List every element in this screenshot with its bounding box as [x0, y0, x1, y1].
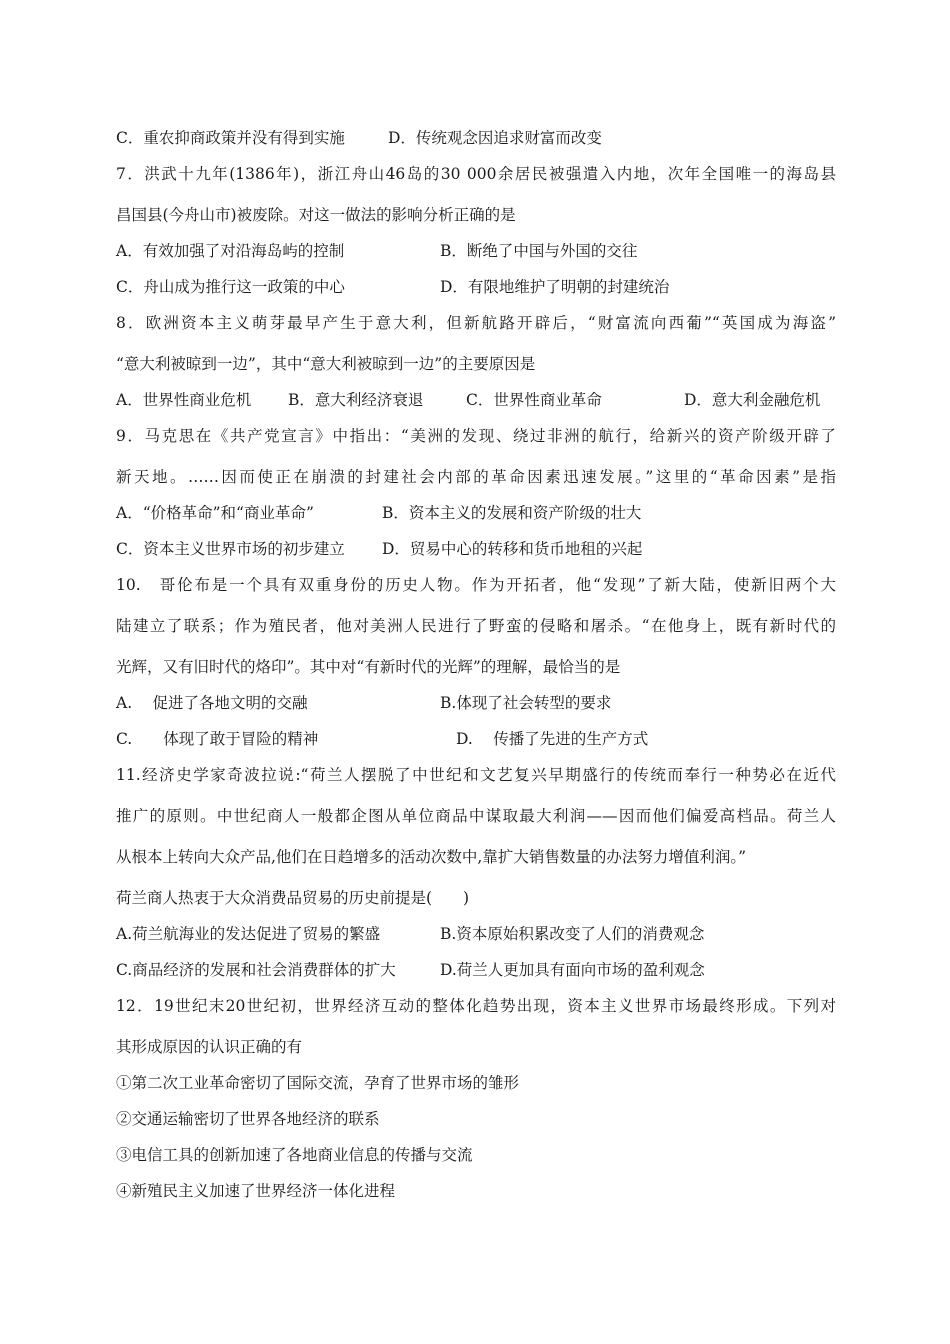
q12-item-2: ②交通运输密切了世界各地经济的联系 — [116, 1110, 380, 1128]
q8-option-b: B．意大利经济衰退 — [288, 391, 424, 409]
q8-option-a: A．世界性商业危机 — [116, 391, 252, 409]
q11-stem-line-3: 从根本上转向大众产品,他们在日趋增多的活动次数中,靠扩大销售数量的办法努力增值利润。” — [116, 848, 747, 866]
q10-stem-line-3: 光辉，又有旧时代的烙印”。其中对“有新时代的光辉”的理解，最恰当的是 — [116, 658, 621, 676]
q9-option-d: D．贸易中心的转移和货币地租的兴起 — [382, 540, 643, 558]
q10-option-d: D. 传播了先进的生产方式 — [456, 730, 649, 748]
q12-item-3: ③电信工具的创新加速了各地商业信息的传播与交流 — [116, 1146, 473, 1164]
q11-option-a: A.荷兰航海业的发达促进了贸易的繁盛 — [116, 925, 381, 943]
q9-option-a: A．“价格革命”和“商业革命” — [116, 504, 314, 522]
q11-stem-line-1: 11.经济史学家奇波拉说:“荷兰人摆脱了中世纪和文艺复兴早期盛行的传统而奉行一种势必在近代 — [116, 766, 836, 784]
q8-stem-line-2: “意大利被晾到一边”，其中“意大利被晾到一边”的主要原因是 — [116, 355, 536, 373]
q12-stem-line-2: 其形成原因的认识正确的有 — [116, 1038, 303, 1056]
q10-option-c: C. 体现了敢于冒险的精神 — [116, 730, 319, 748]
q9-stem-line-1: 9．马克思在《共产党宣言》中指出：“美洲的发现、绕过非洲的航行，给新兴的资产阶级开辟了 — [116, 427, 836, 445]
q8-option-c: C．世界性商业革命 — [466, 391, 602, 409]
q10-option-b: B.体现了社会转型的要求 — [440, 694, 612, 712]
q8-option-d: D．意大利金融危机 — [684, 391, 821, 409]
q7-option-c: C．舟山成为推行这一政策的中心 — [116, 278, 345, 296]
q9-option-c: C．资本主义世界市场的初步建立 — [116, 540, 345, 558]
q12-item-4: ④新殖民主义加速了世界经济一体化进程 — [116, 1182, 396, 1200]
q7-stem-line-1: 7．洪武十九年(1386年)，浙江舟山46岛的30 000余居民被强遣入内地，次年全国唯一的海岛县 — [116, 165, 836, 183]
q7-option-d: D．有限地维护了明朝的封建统治 — [440, 278, 670, 296]
q11-option-c: C.商品经济的发展和社会消费群体的扩大 — [116, 961, 396, 979]
q8-stem-line-1: 8．欧洲资本主义萌芽最早产生于意大利，但新航路开辟后，“财富流向西葡”“英国成为海盗” — [116, 314, 836, 332]
q9-stem-line-2: 新天地。……因而使正在崩溃的封建社会内部的革命因素迅速发展。”这里的“革命因素”是指 — [116, 468, 836, 486]
q9-option-b: B．资本主义的发展和资产阶级的壮大 — [382, 504, 642, 522]
q11-option-d: D.荷兰人更加具有面向市场的盈利观念 — [440, 961, 705, 979]
q7-option-b: B．断绝了中国与外国的交往 — [440, 242, 638, 260]
q6-option-d: D．传统观念因追求财富而改变 — [388, 129, 602, 147]
q11-stem-line-2: 推广的原则。中世纪商人一般都企图从单位商品中谋取最大利润——因而他们偏爱高档品。荷兰人 — [116, 807, 836, 825]
q7-option-a: A．有效加强了对沿海岛屿的控制 — [116, 242, 345, 260]
q12-item-1: ①第二次工业革命密切了国际交流，孕育了世界市场的雏形 — [116, 1074, 520, 1092]
q10-stem-line-1: 10. 哥伦布是一个具有双重身份的历史人物。作为开拓者，他“发现”了新大陆，使新旧两个大 — [116, 576, 836, 594]
q12-stem-line-1: 12．19世纪末20世纪初，世界经济互动的整体化趋势出现，资本主义世界市场最终形成。下列对 — [116, 997, 836, 1015]
q7-stem-line-2: 昌国县(今舟山市)被废除。对这一做法的影响分析正确的是 — [116, 206, 516, 224]
q6-option-c: C．重农抑商政策并没有得到实施 — [116, 129, 345, 147]
q10-option-a: A. 促进了各地文明的交融 — [116, 694, 308, 712]
q10-stem-line-2: 陆建立了联系；作为殖民者，他对美洲人民进行了野蛮的侵略和屠杀。“在他身上，既有新时代的 — [116, 617, 836, 635]
q11-option-b: B.资本原始积累改变了人们的消费观念 — [440, 925, 705, 943]
q11-stem-line-4: 荷兰商人热衷于大众消费品贸易的历史前提是( ) — [116, 889, 470, 907]
